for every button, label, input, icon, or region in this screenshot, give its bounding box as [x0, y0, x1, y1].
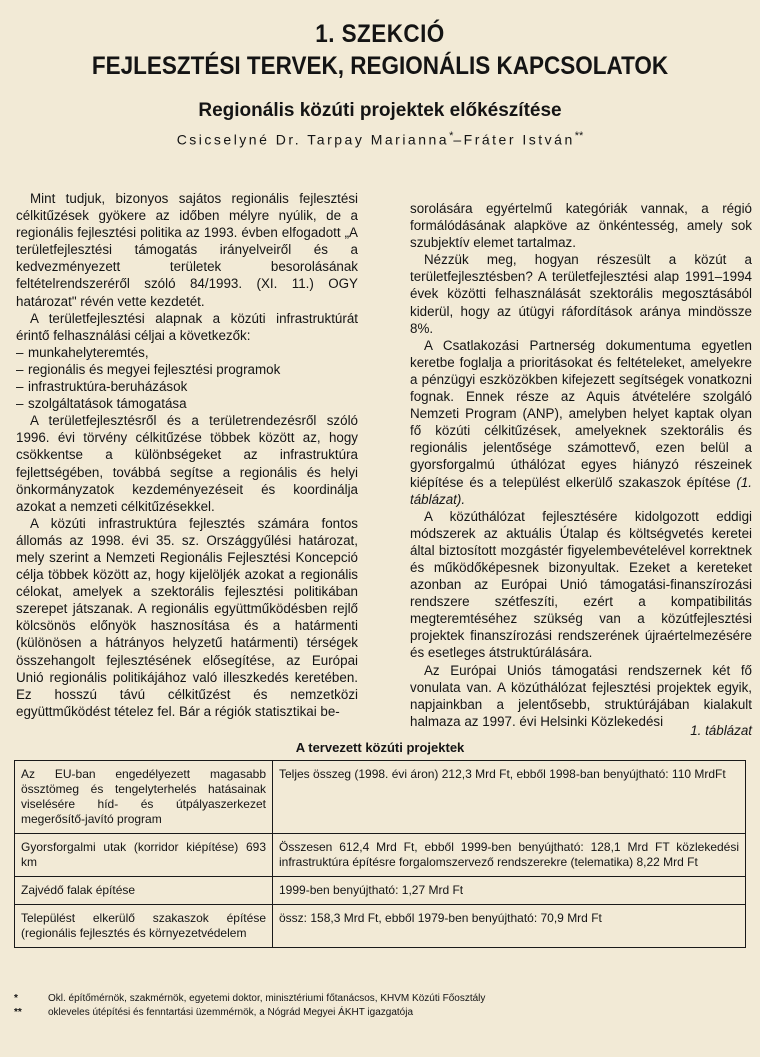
- footnote: [14, 1006, 485, 1020]
- author-1-footnote-mark: *: [449, 130, 454, 142]
- section-title: 1. SZEKCIÓ: [315, 20, 445, 48]
- footnote-mark: *: [14, 993, 18, 1004]
- article-title: Regionális közúti projektek előkészítése: [198, 100, 562, 121]
- project-cell: Az EU-ban engedélyezett magasabb össztömeg és tengelyterhelés hatásainak viselésére híd- és útpályaszerkezet megerősítő-javító program: [15, 761, 273, 834]
- table-caption: 1. táblázat: [690, 723, 752, 738]
- author-separator: –: [453, 131, 464, 148]
- projects-table: [14, 760, 746, 948]
- footnote-mark: **: [14, 1007, 22, 1018]
- right-paragraph-3: A Csatlakozási Partnerség dokumentuma egyetlen keretbe foglalja a prioritásokat és feltételeket, amelyekre a pénzügyi eszközökben kifejezett segítségek vonatkozni fognak. Ennek része az Aquis átvételére szolgáló Nemzeti Program (ANP), amelyben helyet kaptak olyan fő közúti célkitűzések, amelyeknek szektorális és regionális jelentősége számottevő, ezen belül a gyorsforgalmú úthálózat egyes hiányzó részeinek kiépítése és a települést elkerülő szakaszok építése (1. táblázat).: [410, 337, 752, 507]
- dash-marker: –: [16, 344, 24, 360]
- list-item: – munkahelyteremtés,: [16, 344, 149, 360]
- footnotes: [14, 992, 485, 1020]
- right-paragraph-4: A közúthálózat fejlesztésére kidolgozott eddigi módszerek az aktuális Útalap és költségvetés keretei által biztosított mozgástér figyelembevételével korrektnek és működőképesnek bizonyultak. Ezeket a kereteket azonban az Európai Unió támogatási-finanszírozási rendszere szétfeszíti, ezért a kompatibilitás megteremtéséhez szükség van a közútfejlesztési projektek finanszírozási rendszerének újraértelmezésére és esetleges átstruktúrálására.: [410, 508, 752, 661]
- footnote: [14, 992, 485, 1006]
- footnote-text: Okl. építőmérnök, szakmérnök, egyetemi doktor, minisztériumi főtanácsos, KHVM Közúti Főosztály: [48, 993, 486, 1004]
- table-title: A tervezett közúti projektek: [295, 740, 465, 755]
- dash-marker: –: [16, 361, 24, 377]
- amount-cell: Összesen 612,4 Mrd Ft, ebből 1999-ben benyújtható: 128,1 Mrd FT közlekedési infrastruktúra építésre forgalomszervező rendszerekre (telematika) 8,22 Mrd Ft: [273, 834, 746, 877]
- list-item: – regionális és megyei fejlesztési programok: [16, 361, 281, 377]
- table-row: [15, 877, 746, 905]
- table-row: [15, 905, 746, 948]
- list-item: – infrastruktúra-beruházások: [16, 379, 188, 395]
- project-cell: Települést elkerülő szakaszok építése (regionális fejlesztés és környezetvédelem: [15, 905, 273, 948]
- amount-cell: össz: 158,3 Mrd Ft, ebből 1979-ben benyújtható: 70,9 Mrd Ft: [273, 905, 746, 948]
- left-paragraph-1: Mint tudjuk, bizonyos sajátos regionális fejlesztési célkitűzések gyökere az időben mélyre nyúlik, de a regionális fejlesztési politika az 1993. évben elfogadott „A területfejlesztési támogatás irányelveiről és a kedvezményezett területek besorolásának feltételrendszeréről szóló 84/1993. (XI. 11.) OGY határozat" révén vette kezdetét.: [16, 191, 358, 309]
- footnote-text: okleveles útépítési és fenntartási üzemmérnök, a Nógrád Megyei ÁKHT igazgatója: [48, 1007, 414, 1018]
- goals-list: [16, 344, 358, 412]
- dash-marker: –: [16, 379, 24, 395]
- left-paragraph-4: A közúti infrastruktúra fejlesztés számára fontos állomás az 1998. évi 35. sz. Országgyűlési határozat, mely szerint a Nemzeti Regionális Fejlesztési Koncepció célja többek között az, hogy kijelöljék azokat a regionális célokat, amelyek a szektorális fejlesztési politikában szerepet játszanak. A regionális együttműködésben rejlő kölcsönös előnyök hasznosítása és a határmenti (különösen a hátrányos helyzetű határmenti) térségek összehangolt fejlesztésének elősegítése, az Európai Unió regionális politikájához való illeszkedés keretében. Ez hosszú távú célkitűzést és nemzetközi együttműködést tételez fel. Bár a régiók statisztikai be-: [16, 515, 358, 719]
- dash-marker: –: [16, 396, 24, 412]
- left-paragraph-3: A területfejlesztésről és a területrendezésről szóló 1996. évi törvény célkitűzése többek között az, hogy csökkentse a különbségeket az infrastruktúra fejlettségében, továbbá segítse a regionális és helyi önkormányzatok kezdeményezéseit és koordinálja azokat a nemzeti célkitűzésekkel.: [16, 413, 358, 514]
- authors-line: [0, 130, 760, 148]
- project-cell: Zajvédő falak építése: [15, 877, 273, 905]
- table-reference: (1. táblázat).: [410, 474, 752, 507]
- table-row: [15, 761, 746, 834]
- list-item: – szolgáltatások támogatása: [16, 396, 187, 412]
- author-1: Csicselyné Dr. Tarpay Marianna: [176, 131, 450, 148]
- right-column: [410, 200, 752, 730]
- right-paragraph-1: sorolására egyértelmű kategóriák vannak, a régió formálódásának alapköve az önkéntesség, amely sok szubjektív elemet tartalmaz.: [410, 201, 752, 251]
- left-paragraph-2: A területfejlesztési alapnak a közúti infrastruktúrát érintő felhasználási céljai a következők:: [16, 310, 358, 343]
- section-subtitle: FEJLESZTÉSI TERVEK, REGIONÁLIS KAPCSOLATOK: [91, 52, 669, 80]
- table-row: [15, 834, 746, 877]
- amount-cell: 1999-ben benyújtható: 1,27 Mrd Ft: [273, 877, 746, 905]
- author-2-footnote-mark: **: [574, 130, 584, 142]
- project-cell: Gyorsforgalmi utak (korridor kiépítése) 693 km: [15, 834, 273, 877]
- amount-cell: Teljes összeg (1998. évi áron) 212,3 Mrd Ft, ebből 1998-ban benyújtható: 110 MrdFt: [273, 761, 746, 834]
- right-paragraph-2: Nézzük meg, hogyan részesült a közút a területfejlesztésben? A területfejlesztési alap 1991–1994 évek közötti felhasználását szektorális megosztásából kiderül, hogy az útügyi ráfordítások aránya mindössze 8%.: [410, 252, 752, 336]
- left-column: [16, 190, 358, 720]
- right-paragraph-5: Az Európai Uniós támogatási rendszernek két fő vonulata van. A közúthálózat fejlesztési projektek egyik, napjainkban a jelentősebb, struktúrájában kialakult halmaza az 1997. évi Helsinki Közlekedési: [410, 662, 752, 729]
- author-2: Fráter István: [463, 131, 575, 148]
